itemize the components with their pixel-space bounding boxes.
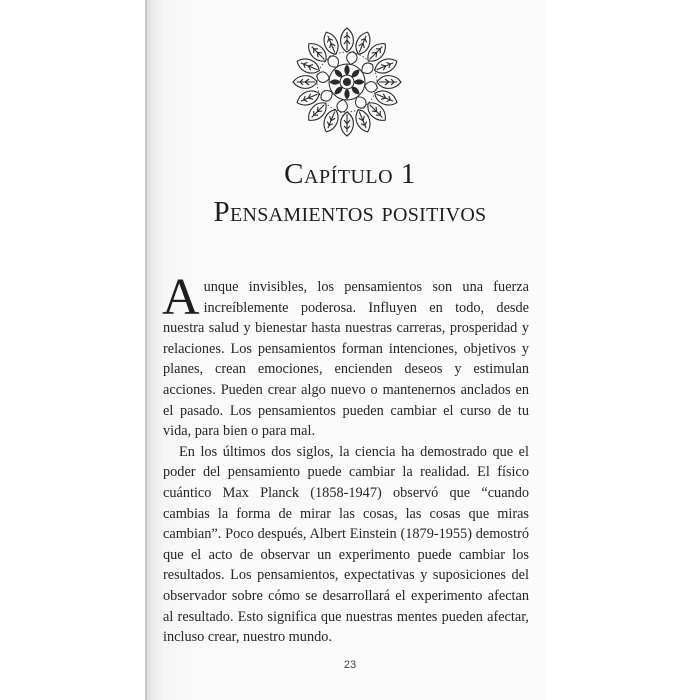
drop-cap: A xyxy=(162,269,200,326)
page-number: 23 xyxy=(343,659,357,671)
chapter-label: Capítulo 1 xyxy=(284,158,416,190)
page-gutter-edge xyxy=(145,0,147,700)
paragraph-1-text: unque invisibles, los pensamientos son una fuerza increíblemente poderosa. Influyen en todo, desde nuestra salud y bienestar hasta nuestras carreras, prosperidad y relaciones. Los pensamientos forman intenciones, objetivos y planes, crean emociones, encienden deseos y estimulan acciones. Pueden crear algo nuevo o mantenernos anclados en el pasado. Los pensamientos pueden cambiar el curso de tu vida, para bien o para mal. xyxy=(163,279,529,440)
chapter-title: Pensamientos positivos xyxy=(213,196,487,228)
mandala-ornament-icon xyxy=(291,26,403,138)
paragraph-2: En los últimos dos siglos, la ciencia ha demostrado que el poder del pensamiento puede cambiar la realidad. El físico cuántico Max Planck (1858-1947) observó que “cuando cambias la forma de mirar las cosas, las cosas que miras cambian”. Poco después, Albert Einstein (1879-1955) demostró que el acto de observar un experimento puede cambiar los resultados. Los pensamientos, expectativas y suposiciones del observador sobre cómo se desarrollará el experimento afectan al resultado. Esto significa que nuestras mentes pueden afectar, incluso crear, nuestro mundo. xyxy=(163,443,529,646)
chapter-body xyxy=(162,269,529,648)
paragraph-1 xyxy=(162,269,529,442)
